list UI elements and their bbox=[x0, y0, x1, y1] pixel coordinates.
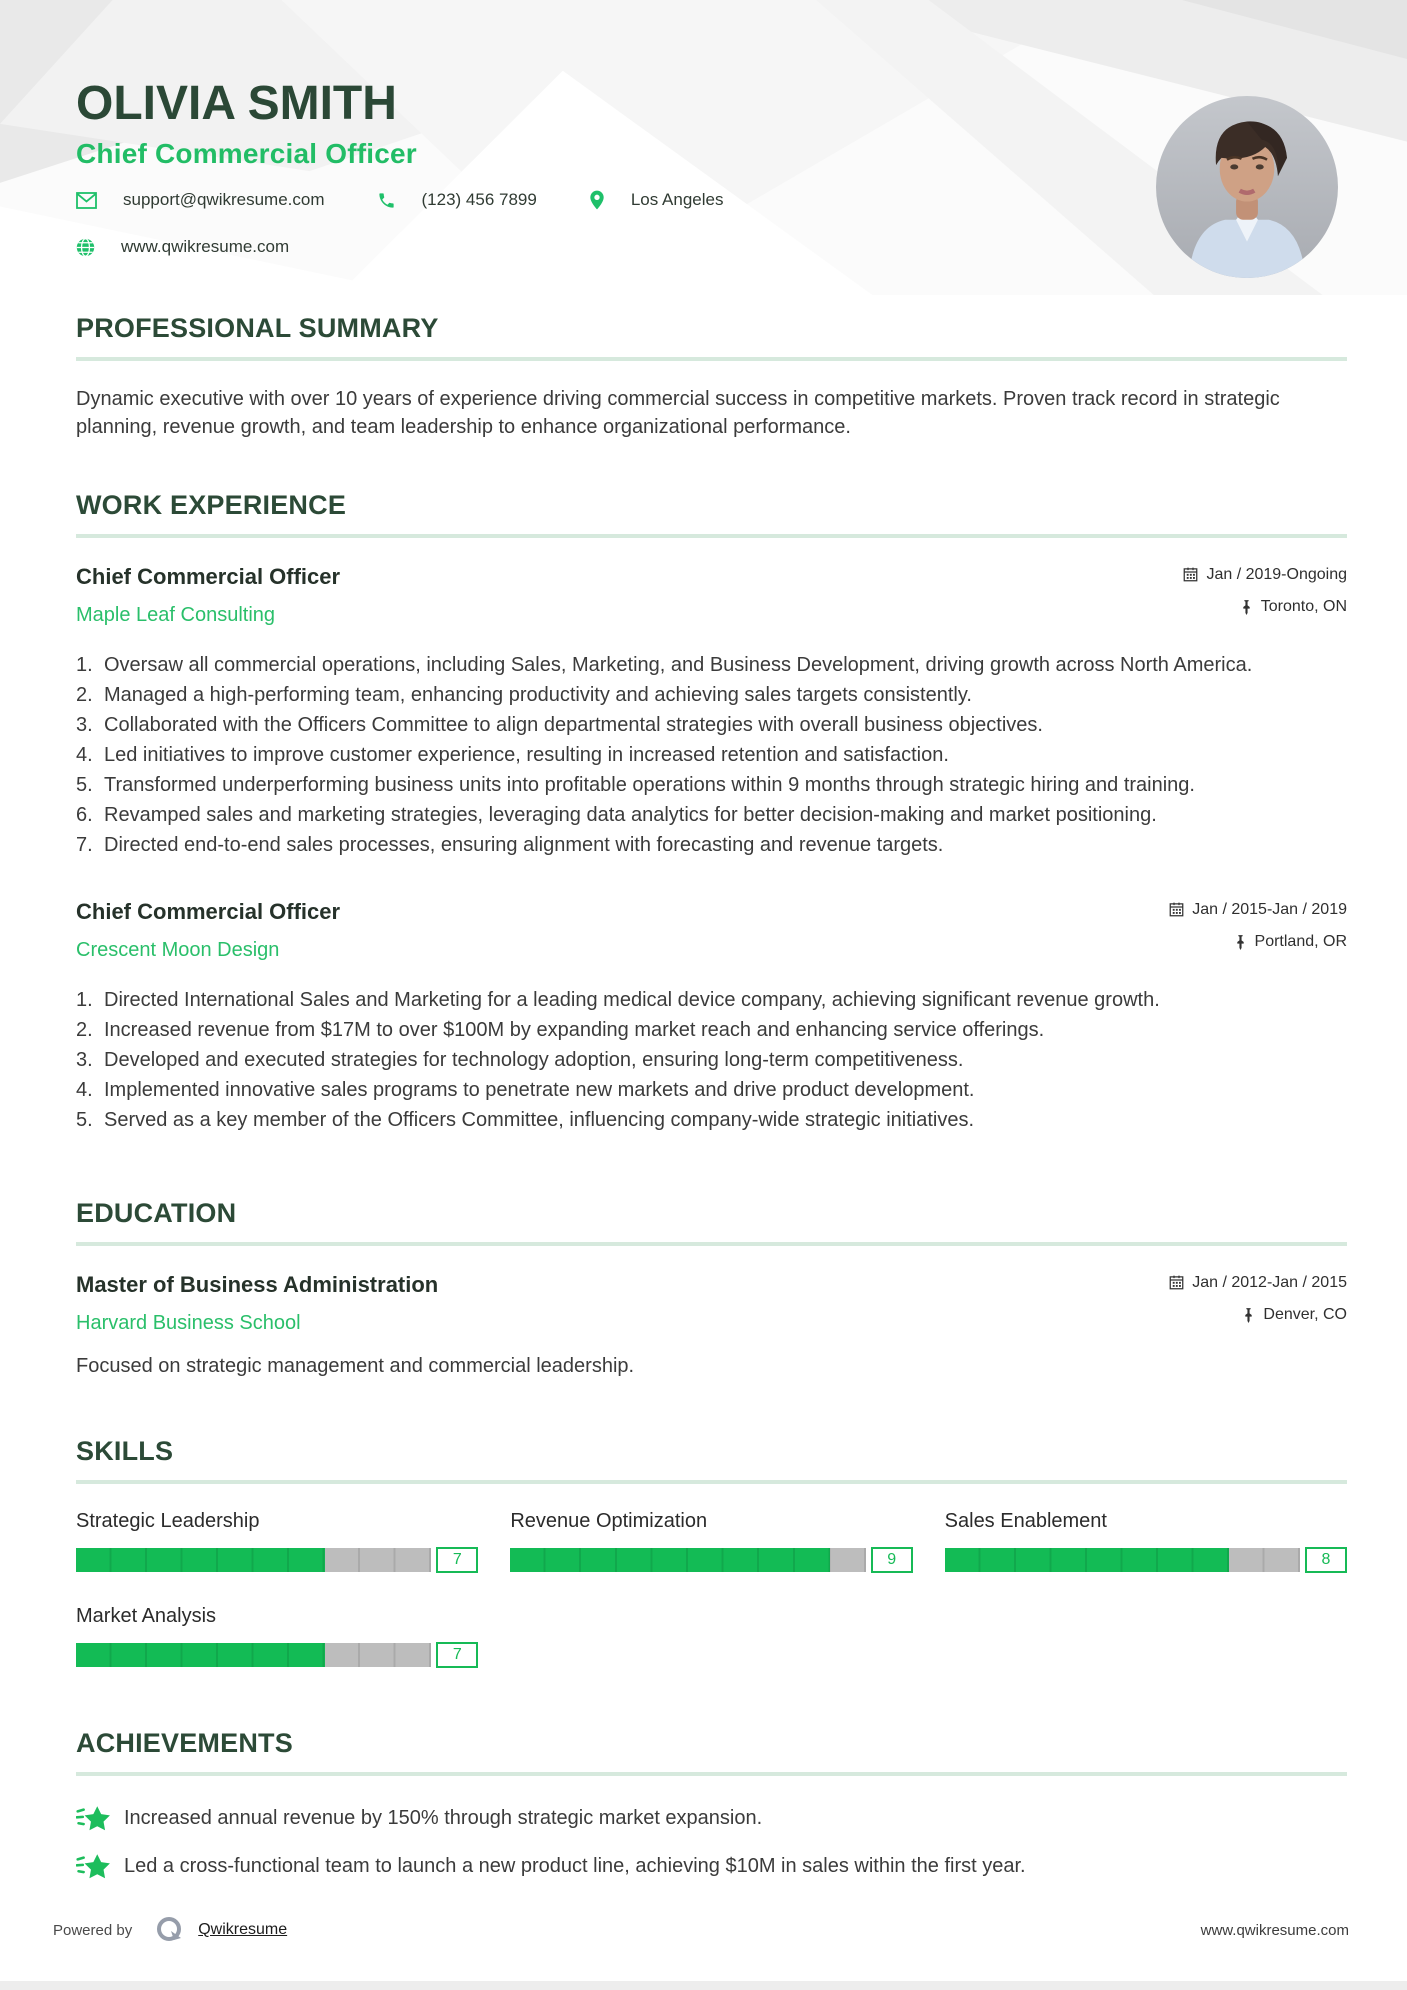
job-bullet bbox=[76, 831, 1347, 859]
job-bullet bbox=[76, 801, 1347, 829]
skill-item bbox=[76, 1510, 478, 1573]
contact-location: Los Angeles bbox=[630, 190, 724, 209]
contact-email[interactable]: support@qwikresume.com bbox=[123, 190, 325, 209]
candidate-job-title: Chief Commercial Officer bbox=[76, 138, 417, 169]
job-title: Chief Commercial Officer bbox=[76, 898, 341, 924]
skill-track bbox=[76, 1548, 431, 1572]
skill-score-badge: 7 bbox=[436, 1642, 478, 1668]
section-divider bbox=[76, 1480, 1347, 1484]
bullet-text: Increased revenue from $17M to over $100M by expanding market reach and enhancing service offerings. bbox=[104, 1018, 1045, 1041]
summary-heading: PROFESSIONAL SUMMARY bbox=[76, 313, 439, 343]
education-description: Focused on strategic management and commercial leadership. bbox=[76, 1354, 635, 1377]
bullet-text: Led initiatives to improve customer experience, resulting in increased retention and satisfaction. bbox=[104, 743, 949, 766]
qwikresume-link[interactable]: Qwikresume bbox=[198, 1921, 288, 1938]
job-bullet bbox=[76, 771, 1347, 799]
job-location: Toronto, ON bbox=[1260, 597, 1347, 615]
skill-score-badge: 9 bbox=[871, 1547, 913, 1573]
bullet-text: Revamped sales and marketing strategies, leveraging data analytics for better decision-making and market positioning. bbox=[104, 803, 1157, 826]
job-location: Portland, OR bbox=[1254, 932, 1347, 950]
bullet-number: 7. bbox=[76, 833, 93, 856]
skill-bar bbox=[76, 1547, 478, 1573]
skill-track bbox=[76, 1643, 431, 1667]
skill-bar bbox=[945, 1547, 1347, 1573]
resume-body bbox=[76, 295, 1347, 1882]
section-achievements bbox=[76, 1728, 1347, 1882]
job-bullet bbox=[76, 651, 1347, 679]
section-work-experience bbox=[76, 490, 1347, 1134]
summary-text: Dynamic executive with over 10 years of experience driving commercial success in competitive markets. Proven track record in strategic planning, revenue growth, and team leadership to enhance organizational performance. bbox=[76, 388, 1280, 439]
skill-track bbox=[945, 1548, 1300, 1572]
education-dates: Jan / 2012-Jan / 2015 bbox=[1192, 1273, 1347, 1291]
skill-track bbox=[510, 1548, 865, 1572]
bullet-number: 3. bbox=[76, 713, 93, 736]
job-bullet bbox=[76, 1046, 1347, 1074]
bottom-strip bbox=[0, 1981, 1407, 1990]
achievement-text: Led a cross-functional team to launch a new product line, achieving $10M in sales within the first year. bbox=[124, 1855, 1026, 1878]
job-bullet bbox=[76, 741, 1347, 769]
achievement-item bbox=[76, 1852, 1347, 1882]
skill-segments bbox=[945, 1548, 1300, 1572]
bullet-text: Transformed underperforming business units into profitable operations within 9 months through strategic hiring and training. bbox=[104, 773, 1195, 796]
section-education bbox=[76, 1198, 1347, 1378]
skill-segments bbox=[76, 1548, 431, 1572]
bullet-text: Managed a high-performing team, enhancing productivity and achieving sales targets consistently. bbox=[104, 683, 972, 706]
section-divider bbox=[76, 1772, 1347, 1776]
bullet-text: Collaborated with the Officers Committee to align departmental strategies with overall business objectives. bbox=[104, 713, 1043, 736]
bullet-number: 6. bbox=[76, 803, 93, 826]
skill-bar bbox=[510, 1547, 912, 1573]
website-globe-icon bbox=[76, 238, 95, 257]
education-location: Denver, CO bbox=[1263, 1305, 1347, 1323]
skill-name: Strategic Leadership bbox=[76, 1509, 260, 1532]
skills-heading: SKILLS bbox=[76, 1435, 174, 1466]
resume-header bbox=[0, 0, 1407, 295]
bullet-text: Served as a key member of the Officers Committee, influencing company-wide strategic initiatives. bbox=[104, 1108, 974, 1131]
bullet-text: Implemented innovative sales programs to penetrate new markets and drive product development. bbox=[104, 1078, 975, 1101]
job-bullet bbox=[76, 711, 1347, 739]
school-name: Harvard Business School bbox=[76, 1311, 301, 1334]
bullet-text: Developed and executed strategies for technology adoption, ensuring long-term competitiveness. bbox=[104, 1048, 964, 1071]
powered-by-label: Powered by bbox=[53, 1921, 133, 1939]
bullet-number: 4. bbox=[76, 1078, 93, 1101]
pushpin-icon bbox=[1242, 1307, 1255, 1323]
job-bullet bbox=[76, 986, 1347, 1014]
skill-score-badge: 7 bbox=[436, 1547, 478, 1573]
profile-photo bbox=[1156, 96, 1338, 278]
job-bullet-list bbox=[76, 986, 1347, 1134]
skill-item bbox=[510, 1510, 912, 1573]
bullet-number: 1. bbox=[76, 988, 93, 1011]
page-footer bbox=[0, 1914, 1407, 1946]
skill-name: Sales Enablement bbox=[944, 1509, 1107, 1532]
calendar-icon bbox=[1169, 1275, 1184, 1290]
bullet-number: 2. bbox=[76, 1018, 93, 1041]
company-name: Maple Leaf Consulting bbox=[76, 603, 276, 626]
skill-segments bbox=[76, 1643, 431, 1667]
skill-segments bbox=[510, 1548, 865, 1572]
education-entry bbox=[76, 1272, 1347, 1378]
skill-bar bbox=[76, 1642, 478, 1668]
location-icon bbox=[589, 190, 605, 210]
bullet-number: 4. bbox=[76, 743, 93, 766]
achievements-heading: ACHIEVEMENTS bbox=[76, 1727, 293, 1758]
contact-row-website bbox=[76, 237, 289, 257]
bullet-text: Directed International Sales and Marketing for a leading medical device company, achieving significant revenue growth. bbox=[104, 988, 1160, 1011]
phone-icon bbox=[377, 191, 396, 210]
section-skills bbox=[76, 1436, 1347, 1668]
job-dates: Jan / 2015-Jan / 2019 bbox=[1192, 900, 1347, 918]
job-title: Chief Commercial Officer bbox=[76, 563, 341, 589]
section-divider bbox=[76, 357, 1347, 361]
bullet-number: 1. bbox=[76, 653, 93, 676]
qwikresume-logo-icon bbox=[154, 1914, 186, 1946]
degree-title: Master of Business Administration bbox=[76, 1271, 439, 1297]
job-bullet bbox=[76, 1016, 1347, 1044]
calendar-icon bbox=[1183, 567, 1198, 582]
job-bullet bbox=[76, 1076, 1347, 1104]
section-divider bbox=[76, 1242, 1347, 1246]
contact-row bbox=[76, 190, 723, 210]
work-experience-entry bbox=[76, 899, 1347, 1134]
job-bullet-list bbox=[76, 651, 1347, 859]
bullet-text: Directed end-to-end sales processes, ensuring alignment with forecasting and revenue targets. bbox=[104, 833, 944, 856]
achievement-star-icon bbox=[76, 1804, 110, 1834]
achievement-text: Increased annual revenue by 150% through strategic market expansion. bbox=[124, 1807, 763, 1830]
job-bullet bbox=[76, 681, 1347, 709]
section-professional-summary bbox=[76, 295, 1347, 442]
education-heading: EDUCATION bbox=[76, 1197, 237, 1228]
skill-score-badge: 8 bbox=[1305, 1547, 1347, 1573]
bullet-number: 2. bbox=[76, 683, 93, 706]
bullet-number: 5. bbox=[76, 773, 93, 796]
candidate-name: OLIVIA SMITH bbox=[76, 77, 397, 130]
skill-name: Market Analysis bbox=[76, 1604, 217, 1627]
contact-phone: (123) 456 7899 bbox=[421, 190, 537, 209]
job-bullet bbox=[76, 1106, 1347, 1134]
work-experience-entry bbox=[76, 564, 1347, 859]
bullet-text: Oversaw all commercial operations, including Sales, Marketing, and Business Development, driving growth across North America. bbox=[104, 653, 1253, 676]
experience-heading: WORK EXPERIENCE bbox=[76, 489, 347, 520]
company-name: Crescent Moon Design bbox=[76, 938, 280, 961]
job-dates: Jan / 2019-Ongoing bbox=[1206, 565, 1347, 583]
calendar-icon bbox=[1169, 902, 1184, 917]
achievement-star-icon bbox=[76, 1852, 110, 1882]
contact-website[interactable]: www.qwikresume.com bbox=[121, 237, 290, 256]
bullet-number: 5. bbox=[76, 1108, 93, 1131]
pushpin-icon bbox=[1234, 934, 1247, 950]
skill-name: Revenue Optimization bbox=[510, 1509, 708, 1532]
footer-website[interactable]: www.qwikresume.com bbox=[1200, 1921, 1349, 1939]
skill-item bbox=[945, 1510, 1347, 1573]
achievement-item bbox=[76, 1804, 1347, 1834]
section-divider bbox=[76, 534, 1347, 538]
skill-item bbox=[76, 1605, 478, 1668]
email-icon bbox=[76, 192, 97, 209]
pushpin-icon bbox=[1240, 599, 1253, 615]
bullet-number: 3. bbox=[76, 1048, 93, 1071]
